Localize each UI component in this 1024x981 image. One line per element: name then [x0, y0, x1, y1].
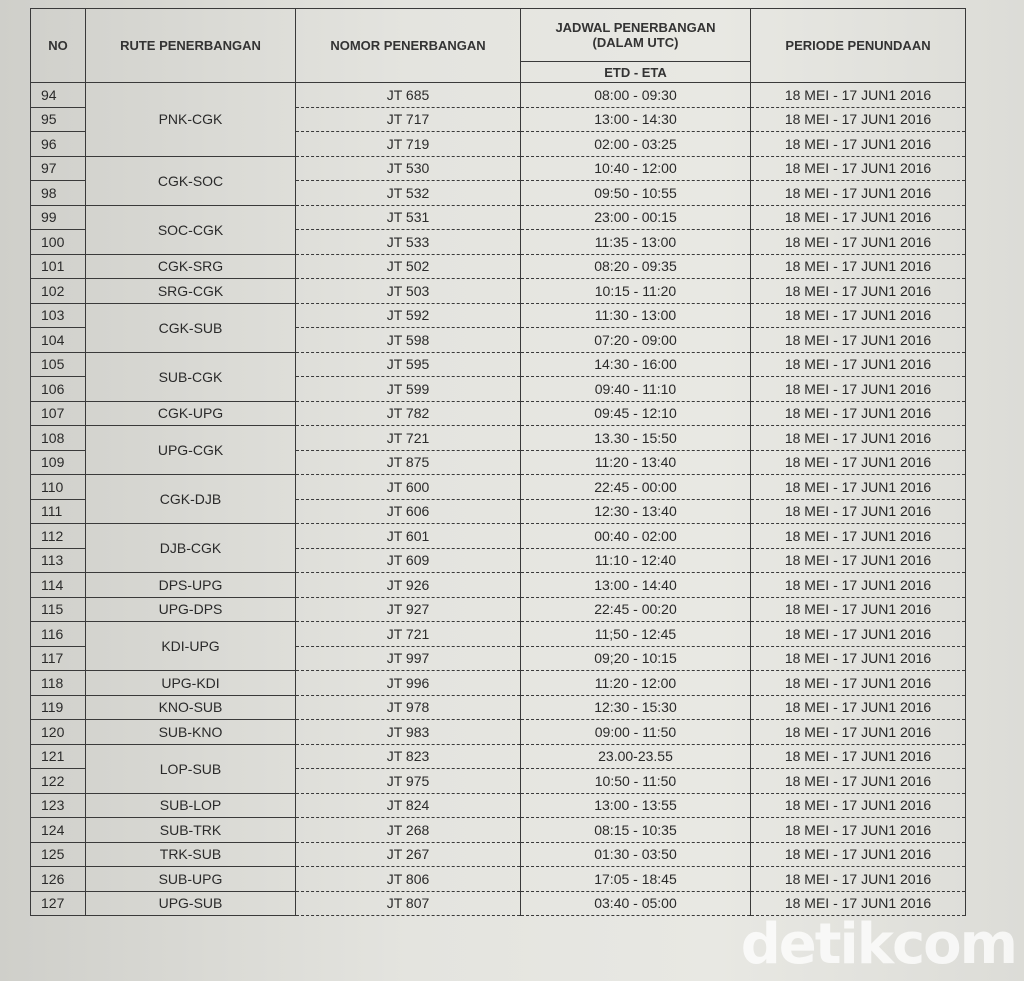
- period-cell: 18 MEI - 17 JUN1 2016: [751, 279, 966, 304]
- row-number: 95: [31, 107, 86, 132]
- header-schedule: JADWAL PENERBANGAN (DALAM UTC): [521, 9, 751, 62]
- schedule-cell: 08:15 - 10:35: [521, 818, 751, 843]
- route-cell: SRG-CGK: [86, 279, 296, 304]
- period-cell: 18 MEI - 17 JUN1 2016: [751, 401, 966, 426]
- period-cell: 18 MEI - 17 JUN1 2016: [751, 818, 966, 843]
- route-cell: SOC-CGK: [86, 205, 296, 254]
- flight-number-cell: JT 595: [296, 352, 521, 377]
- period-cell: 18 MEI - 17 JUN1 2016: [751, 524, 966, 549]
- row-number: 125: [31, 842, 86, 867]
- table-row: [31, 156, 966, 181]
- schedule-cell: 01:30 - 03:50: [521, 842, 751, 867]
- table-row: [31, 597, 966, 622]
- period-cell: 18 MEI - 17 JUN1 2016: [751, 499, 966, 524]
- row-number: 110: [31, 475, 86, 500]
- flight-number-cell: JT 975: [296, 769, 521, 794]
- flight-number-cell: JT 531: [296, 205, 521, 230]
- schedule-cell: 00:40 - 02:00: [521, 524, 751, 549]
- schedule-cell: 12:30 - 13:40: [521, 499, 751, 524]
- flight-number-cell: JT 926: [296, 573, 521, 598]
- row-number: 109: [31, 450, 86, 475]
- route-cell: UPG-SUB: [86, 891, 296, 916]
- period-cell: 18 MEI - 17 JUN1 2016: [751, 303, 966, 328]
- flight-number-cell: JT 533: [296, 230, 521, 255]
- route-cell: CGK-SUB: [86, 303, 296, 352]
- flight-number-cell: JT 599: [296, 377, 521, 402]
- route-cell: LOP-SUB: [86, 744, 296, 793]
- row-number: 98: [31, 181, 86, 206]
- route-cell: TRK-SUB: [86, 842, 296, 867]
- schedule-cell: 10:50 - 11:50: [521, 769, 751, 794]
- period-cell: 18 MEI - 17 JUN1 2016: [751, 597, 966, 622]
- table-row: [31, 279, 966, 304]
- flight-number-cell: JT 997: [296, 646, 521, 671]
- period-cell: 18 MEI - 17 JUN1 2016: [751, 377, 966, 402]
- row-number: 118: [31, 671, 86, 696]
- schedule-cell: 14:30 - 16:00: [521, 352, 751, 377]
- period-cell: 18 MEI - 17 JUN1 2016: [751, 720, 966, 745]
- schedule-cell: 13:00 - 13:55: [521, 793, 751, 818]
- table-row: [31, 524, 966, 549]
- schedule-cell: 09:40 - 11:10: [521, 377, 751, 402]
- table-row: [31, 793, 966, 818]
- period-cell: 18 MEI - 17 JUN1 2016: [751, 671, 966, 696]
- row-number: 103: [31, 303, 86, 328]
- period-cell: 18 MEI - 17 JUN1 2016: [751, 867, 966, 892]
- period-cell: 18 MEI - 17 JUN1 2016: [751, 793, 966, 818]
- watermark-logo: detikcom: [740, 912, 1016, 977]
- row-number: 113: [31, 548, 86, 573]
- schedule-cell: 09:45 - 12:10: [521, 401, 751, 426]
- period-cell: 18 MEI - 17 JUN1 2016: [751, 426, 966, 451]
- row-number: 94: [31, 83, 86, 108]
- route-cell: CGK-DJB: [86, 475, 296, 524]
- row-number: 96: [31, 132, 86, 157]
- row-number: 117: [31, 646, 86, 671]
- table-row: [31, 622, 966, 647]
- schedule-cell: 11:35 - 13:00: [521, 230, 751, 255]
- period-cell: 18 MEI - 17 JUN1 2016: [751, 132, 966, 157]
- flight-number-cell: JT 592: [296, 303, 521, 328]
- flight-number-cell: JT 927: [296, 597, 521, 622]
- row-number: 105: [31, 352, 86, 377]
- row-number: 115: [31, 597, 86, 622]
- schedule-cell: 03:40 - 05:00: [521, 891, 751, 916]
- row-number: 97: [31, 156, 86, 181]
- row-number: 100: [31, 230, 86, 255]
- row-number: 123: [31, 793, 86, 818]
- row-number: 127: [31, 891, 86, 916]
- route-cell: SUB-TRK: [86, 818, 296, 843]
- period-cell: 18 MEI - 17 JUN1 2016: [751, 230, 966, 255]
- table-body: [31, 83, 966, 916]
- period-cell: 18 MEI - 17 JUN1 2016: [751, 450, 966, 475]
- route-cell: KDI-UPG: [86, 622, 296, 671]
- period-cell: 18 MEI - 17 JUN1 2016: [751, 107, 966, 132]
- flight-number-cell: JT 721: [296, 622, 521, 647]
- header-no: NO: [31, 9, 86, 83]
- table-row: [31, 303, 966, 328]
- table-row: [31, 744, 966, 769]
- header-flight-number: NOMOR PENERBANGAN: [296, 9, 521, 83]
- flight-number-cell: JT 717: [296, 107, 521, 132]
- table-row: [31, 352, 966, 377]
- row-number: 104: [31, 328, 86, 353]
- period-cell: 18 MEI - 17 JUN1 2016: [751, 573, 966, 598]
- schedule-cell: 07:20 - 09:00: [521, 328, 751, 353]
- table-row: [31, 842, 966, 867]
- period-cell: 18 MEI - 17 JUN1 2016: [751, 181, 966, 206]
- schedule-cell: 10:40 - 12:00: [521, 156, 751, 181]
- schedule-cell: 09:50 - 10:55: [521, 181, 751, 206]
- period-cell: 18 MEI - 17 JUN1 2016: [751, 352, 966, 377]
- period-cell: 18 MEI - 17 JUN1 2016: [751, 695, 966, 720]
- table-row: [31, 867, 966, 892]
- schedule-cell: 09;20 - 10:15: [521, 646, 751, 671]
- flight-number-cell: JT 609: [296, 548, 521, 573]
- schedule-cell: 11:20 - 12:00: [521, 671, 751, 696]
- flight-number-cell: JT 978: [296, 695, 521, 720]
- flight-number-cell: JT 824: [296, 793, 521, 818]
- period-cell: 18 MEI - 17 JUN1 2016: [751, 475, 966, 500]
- table-row: [31, 671, 966, 696]
- schedule-cell: 08:00 - 09:30: [521, 83, 751, 108]
- period-cell: 18 MEI - 17 JUN1 2016: [751, 744, 966, 769]
- row-number: 102: [31, 279, 86, 304]
- route-cell: UPG-KDI: [86, 671, 296, 696]
- flight-number-cell: JT 782: [296, 401, 521, 426]
- flight-number-cell: JT 606: [296, 499, 521, 524]
- schedule-cell: 11:10 - 12:40: [521, 548, 751, 573]
- row-number: 120: [31, 720, 86, 745]
- schedule-cell: 17:05 - 18:45: [521, 867, 751, 892]
- flight-number-cell: JT 502: [296, 254, 521, 279]
- period-cell: 18 MEI - 17 JUN1 2016: [751, 205, 966, 230]
- row-number: 121: [31, 744, 86, 769]
- route-cell: KNO-SUB: [86, 695, 296, 720]
- table-row: [31, 401, 966, 426]
- flight-number-cell: JT 598: [296, 328, 521, 353]
- schedule-cell: 09:00 - 11:50: [521, 720, 751, 745]
- schedule-cell: 13:00 - 14:40: [521, 573, 751, 598]
- period-cell: 18 MEI - 17 JUN1 2016: [751, 156, 966, 181]
- schedule-cell: 08:20 - 09:35: [521, 254, 751, 279]
- schedule-cell: 11:20 - 13:40: [521, 450, 751, 475]
- flight-number-cell: JT 601: [296, 524, 521, 549]
- table-row: [31, 695, 966, 720]
- flight-number-cell: JT 806: [296, 867, 521, 892]
- period-cell: 18 MEI - 17 JUN1 2016: [751, 622, 966, 647]
- flight-number-cell: JT 685: [296, 83, 521, 108]
- route-cell: DPS-UPG: [86, 573, 296, 598]
- flight-number-cell: JT 503: [296, 279, 521, 304]
- period-cell: 18 MEI - 17 JUN1 2016: [751, 769, 966, 794]
- flight-schedule-table: [30, 8, 966, 916]
- row-number: 122: [31, 769, 86, 794]
- period-cell: 18 MEI - 17 JUN1 2016: [751, 646, 966, 671]
- flight-number-cell: JT 823: [296, 744, 521, 769]
- flight-number-cell: JT 719: [296, 132, 521, 157]
- table-row: [31, 83, 966, 108]
- flight-number-cell: JT 875: [296, 450, 521, 475]
- period-cell: 18 MEI - 17 JUN1 2016: [751, 83, 966, 108]
- period-cell: 18 MEI - 17 JUN1 2016: [751, 254, 966, 279]
- flight-number-cell: JT 532: [296, 181, 521, 206]
- schedule-cell: 12:30 - 15:30: [521, 695, 751, 720]
- route-cell: CGK-SRG: [86, 254, 296, 279]
- row-number: 108: [31, 426, 86, 451]
- table-row: [31, 426, 966, 451]
- flight-number-cell: JT 530: [296, 156, 521, 181]
- row-number: 107: [31, 401, 86, 426]
- schedule-cell: 11;50 - 12:45: [521, 622, 751, 647]
- route-cell: SUB-LOP: [86, 793, 296, 818]
- row-number: 106: [31, 377, 86, 402]
- flight-number-cell: JT 721: [296, 426, 521, 451]
- route-cell: PNK-CGK: [86, 83, 296, 157]
- header-period: PERIODE PENUNDAAN: [751, 9, 966, 83]
- schedule-cell: 11:30 - 13:00: [521, 303, 751, 328]
- row-number: 124: [31, 818, 86, 843]
- row-number: 111: [31, 499, 86, 524]
- route-cell: UPG-CGK: [86, 426, 296, 475]
- flight-number-cell: JT 807: [296, 891, 521, 916]
- table-row: [31, 818, 966, 843]
- period-cell: 18 MEI - 17 JUN1 2016: [751, 842, 966, 867]
- route-cell: SUB-KNO: [86, 720, 296, 745]
- table-row: [31, 254, 966, 279]
- flight-number-cell: JT 267: [296, 842, 521, 867]
- route-cell: SUB-CGK: [86, 352, 296, 401]
- flight-number-cell: JT 983: [296, 720, 521, 745]
- row-number: 114: [31, 573, 86, 598]
- schedule-cell: 23:00 - 00:15: [521, 205, 751, 230]
- schedule-cell: 13:00 - 14:30: [521, 107, 751, 132]
- route-cell: CGK-SOC: [86, 156, 296, 205]
- schedule-cell: 02:00 - 03:25: [521, 132, 751, 157]
- table-row: [31, 573, 966, 598]
- schedule-cell: 22:45 - 00:20: [521, 597, 751, 622]
- row-number: 116: [31, 622, 86, 647]
- table-row: [31, 205, 966, 230]
- table-row: [31, 475, 966, 500]
- schedule-cell: 10:15 - 11:20: [521, 279, 751, 304]
- route-cell: SUB-UPG: [86, 867, 296, 892]
- row-number: 119: [31, 695, 86, 720]
- header-route: RUTE PENERBANGAN: [86, 9, 296, 83]
- route-cell: CGK-UPG: [86, 401, 296, 426]
- schedule-cell: 22:45 - 00:00: [521, 475, 751, 500]
- row-number: 112: [31, 524, 86, 549]
- route-cell: DJB-CGK: [86, 524, 296, 573]
- route-cell: UPG-DPS: [86, 597, 296, 622]
- header-schedule-sub: ETD - ETA: [521, 62, 751, 83]
- row-number: 126: [31, 867, 86, 892]
- row-number: 101: [31, 254, 86, 279]
- flight-number-cell: JT 268: [296, 818, 521, 843]
- row-number: 99: [31, 205, 86, 230]
- period-cell: 18 MEI - 17 JUN1 2016: [751, 328, 966, 353]
- table-row: [31, 720, 966, 745]
- period-cell: 18 MEI - 17 JUN1 2016: [751, 548, 966, 573]
- flight-number-cell: JT 600: [296, 475, 521, 500]
- schedule-cell: 13.30 - 15:50: [521, 426, 751, 451]
- schedule-cell: 23.00-23.55: [521, 744, 751, 769]
- flight-number-cell: JT 996: [296, 671, 521, 696]
- period-cell: 18 MEI - 17 JUN1 2016: [751, 891, 966, 916]
